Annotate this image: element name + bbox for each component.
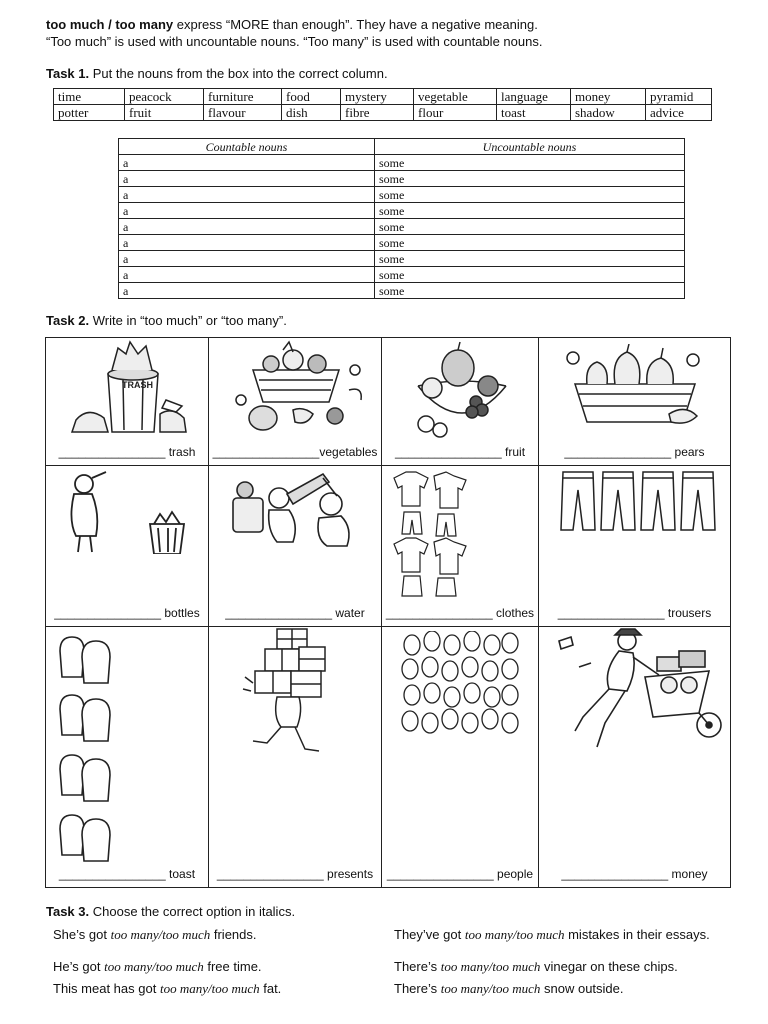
- man-carrying-presents-icon: [237, 627, 349, 755]
- answer-blank[interactable]: ________________: [564, 445, 672, 459]
- sentence-start: He’s got: [53, 959, 105, 974]
- noun-cell: flavour: [204, 105, 282, 121]
- man-wheelbarrow-money-icon: [549, 627, 725, 751]
- answer-blank[interactable]: ________________: [58, 867, 166, 881]
- sentence-end: snow outside.: [540, 981, 624, 996]
- noun-word: bottles: [161, 606, 200, 620]
- task1-label: Task 1.: [46, 66, 90, 81]
- noun-cell: food: [282, 89, 341, 105]
- option-choice[interactable]: too many/too much: [159, 981, 260, 996]
- uncountable-cell[interactable]: some: [375, 219, 685, 235]
- uncountable-cell[interactable]: some: [375, 171, 685, 187]
- option-choice[interactable]: too many/too much: [110, 927, 211, 942]
- countable-cell[interactable]: a: [119, 251, 375, 267]
- cell-label: [209, 867, 381, 881]
- countable-header: Countable nouns: [119, 139, 375, 155]
- cell-label: [209, 445, 381, 459]
- picture-cell: [209, 627, 381, 887]
- intro-line2: “Too much” is used with uncountable nouns. “Too many” is used with countable nouns.: [46, 34, 543, 49]
- uncountable-header: Uncountable nouns: [375, 139, 685, 155]
- answer-blank[interactable]: ________________: [54, 606, 162, 620]
- picture-cell: [46, 466, 208, 626]
- noun-cell: potter: [54, 105, 125, 121]
- noun-word: presents: [323, 867, 374, 881]
- noun-cell: fruit: [125, 105, 204, 121]
- sentence-start: She’s got: [53, 927, 111, 942]
- noun-cell: fibre: [341, 105, 414, 121]
- task1-heading: [46, 66, 388, 81]
- cell-label: [382, 606, 538, 620]
- noun-word: clothes: [492, 606, 535, 620]
- picture-cell: [209, 466, 381, 626]
- picture-cell: [209, 338, 381, 465]
- option-choice[interactable]: too many/too much: [440, 959, 541, 974]
- countable-cell[interactable]: a: [119, 171, 375, 187]
- task2-heading: [46, 313, 287, 328]
- sentence-start: There’s: [394, 959, 441, 974]
- countable-cell[interactable]: a: [119, 283, 375, 299]
- noun-cell: flour: [414, 105, 497, 121]
- trousers-row-icon: [559, 468, 719, 534]
- countable-cell[interactable]: a: [119, 235, 375, 251]
- trash-can-icon: [68, 340, 190, 434]
- task3-heading: [46, 904, 295, 919]
- table-row: [119, 219, 685, 235]
- countable-cell[interactable]: a: [119, 219, 375, 235]
- sentence: [394, 959, 734, 975]
- uncountable-cell[interactable]: some: [375, 187, 685, 203]
- task3-label: Task 3.: [46, 904, 90, 919]
- sentence-start: They’ve got: [394, 927, 465, 942]
- noun-cell: toast: [497, 105, 571, 121]
- vegetable-basket-icon: [223, 340, 369, 436]
- picture-cell: [382, 466, 538, 626]
- uncountable-cell[interactable]: some: [375, 155, 685, 171]
- answer-blank[interactable]: ________________: [561, 867, 669, 881]
- answer-blank[interactable]: ________________: [557, 606, 665, 620]
- picture-cell: [382, 338, 538, 465]
- sentence-end: vinegar on these chips.: [540, 959, 678, 974]
- cell-label: [539, 867, 730, 881]
- table-row: [119, 171, 685, 187]
- answer-blank[interactable]: ________________: [386, 867, 494, 881]
- noun-box: [53, 88, 712, 121]
- noun-word: toast: [165, 867, 196, 881]
- sentence: [394, 927, 714, 943]
- noun-cell: money: [571, 89, 646, 105]
- noun-cell: language: [497, 89, 571, 105]
- crowd-of-people-icon: [400, 631, 522, 747]
- table-row: [119, 187, 685, 203]
- picture-cell: [46, 338, 208, 465]
- uncountable-cell[interactable]: some: [375, 251, 685, 267]
- noun-word: people: [493, 867, 534, 881]
- cell-label: [209, 606, 381, 620]
- table-row: [119, 203, 685, 219]
- picture-cell: [539, 466, 730, 626]
- task3-instruction: Choose the correct option in italics.: [89, 904, 296, 919]
- picture-cell: [539, 627, 730, 887]
- answer-blank[interactable]: ________________: [58, 445, 166, 459]
- sentence-end: fat.: [259, 981, 282, 996]
- answer-blank[interactable]: ________________: [394, 445, 502, 459]
- noun-cell: dish: [282, 105, 341, 121]
- picture-cell: [539, 338, 730, 465]
- noun-cell: peacock: [125, 89, 204, 105]
- cell-label: [382, 867, 538, 881]
- fruit-bowl-icon: [412, 340, 512, 438]
- noun-cell: pyramid: [646, 89, 712, 105]
- picture-grid: [45, 337, 731, 888]
- sentence: [53, 927, 373, 943]
- table-row: [119, 251, 685, 267]
- noun-word: fruit: [501, 445, 526, 459]
- task2-instruction: Write in “too much” or “too many”.: [89, 313, 287, 328]
- option-choice[interactable]: too many/too much: [464, 927, 565, 942]
- sentence-end: free time.: [203, 959, 262, 974]
- sentence-start: There’s: [394, 981, 441, 996]
- task2-label: Task 2.: [46, 313, 90, 328]
- men-drinking-water-icon: [227, 468, 361, 548]
- sentence: [394, 981, 714, 997]
- cell-label: [539, 445, 730, 459]
- pear-basket-icon: [565, 344, 705, 430]
- countable-cell[interactable]: a: [119, 267, 375, 283]
- noun-word: pears: [671, 445, 705, 459]
- picture-cell: [46, 627, 208, 887]
- table-row: [119, 235, 685, 251]
- noun-word: water: [332, 606, 365, 620]
- answer-blank[interactable]: ________________: [216, 867, 324, 881]
- count-uncount-table: [118, 138, 685, 299]
- table-row: [119, 283, 685, 299]
- noun-cell: time: [54, 89, 125, 105]
- noun-word: money: [668, 867, 708, 881]
- noun-row: [54, 89, 712, 105]
- noun-cell: advice: [646, 105, 712, 121]
- answer-blank[interactable]: ________________: [225, 606, 333, 620]
- uncountable-cell[interactable]: some: [375, 283, 685, 299]
- picture-cell: [382, 627, 538, 887]
- intro: [46, 16, 746, 50]
- noun-cell: furniture: [204, 89, 282, 105]
- task1-instruction: Put the nouns from the box into the correct column.: [89, 66, 388, 81]
- intro-line1: express “MORE than enough”. They have a negative meaning.: [173, 17, 538, 32]
- noun-word: trousers: [664, 606, 712, 620]
- noun-word: trash: [165, 445, 196, 459]
- countable-cell[interactable]: a: [119, 155, 375, 171]
- cell-label: [382, 445, 538, 459]
- noun-cell: mystery: [341, 89, 414, 105]
- noun-row: [54, 105, 712, 121]
- toast-slices-icon: [56, 631, 130, 867]
- svg-text:TRASH: TRASH: [122, 380, 153, 390]
- countable-cell[interactable]: a: [119, 203, 375, 219]
- sentence-end: friends.: [210, 927, 257, 942]
- uncountable-cell[interactable]: some: [375, 267, 685, 283]
- noun-cell: shadow: [571, 105, 646, 121]
- cell-label: [46, 606, 208, 620]
- table-row: [119, 267, 685, 283]
- cell-label: [539, 606, 730, 620]
- sentence-end: mistakes in their essays.: [564, 927, 710, 942]
- option-choice[interactable]: too many/too much: [104, 959, 204, 974]
- man-drinking-bottle-icon: [60, 470, 194, 554]
- sentence-start: This meat has got: [53, 981, 160, 996]
- noun-word: vegetables: [319, 445, 378, 459]
- table-row: [119, 155, 685, 171]
- answer-blank[interactable]: ________________: [212, 445, 320, 459]
- option-choice[interactable]: too many/too much: [440, 981, 541, 996]
- sentence: [53, 981, 373, 997]
- cell-label: [46, 867, 208, 881]
- answer-blank[interactable]: ________________: [385, 606, 493, 620]
- countable-cell[interactable]: a: [119, 187, 375, 203]
- cell-label: [46, 445, 208, 459]
- uncountable-cell[interactable]: some: [375, 203, 685, 219]
- clothes-pile-icon: [390, 468, 470, 598]
- uncountable-cell[interactable]: some: [375, 235, 685, 251]
- intro-title: too much / too many: [46, 17, 174, 32]
- noun-cell: vegetable: [414, 89, 497, 105]
- sentence: [53, 959, 373, 975]
